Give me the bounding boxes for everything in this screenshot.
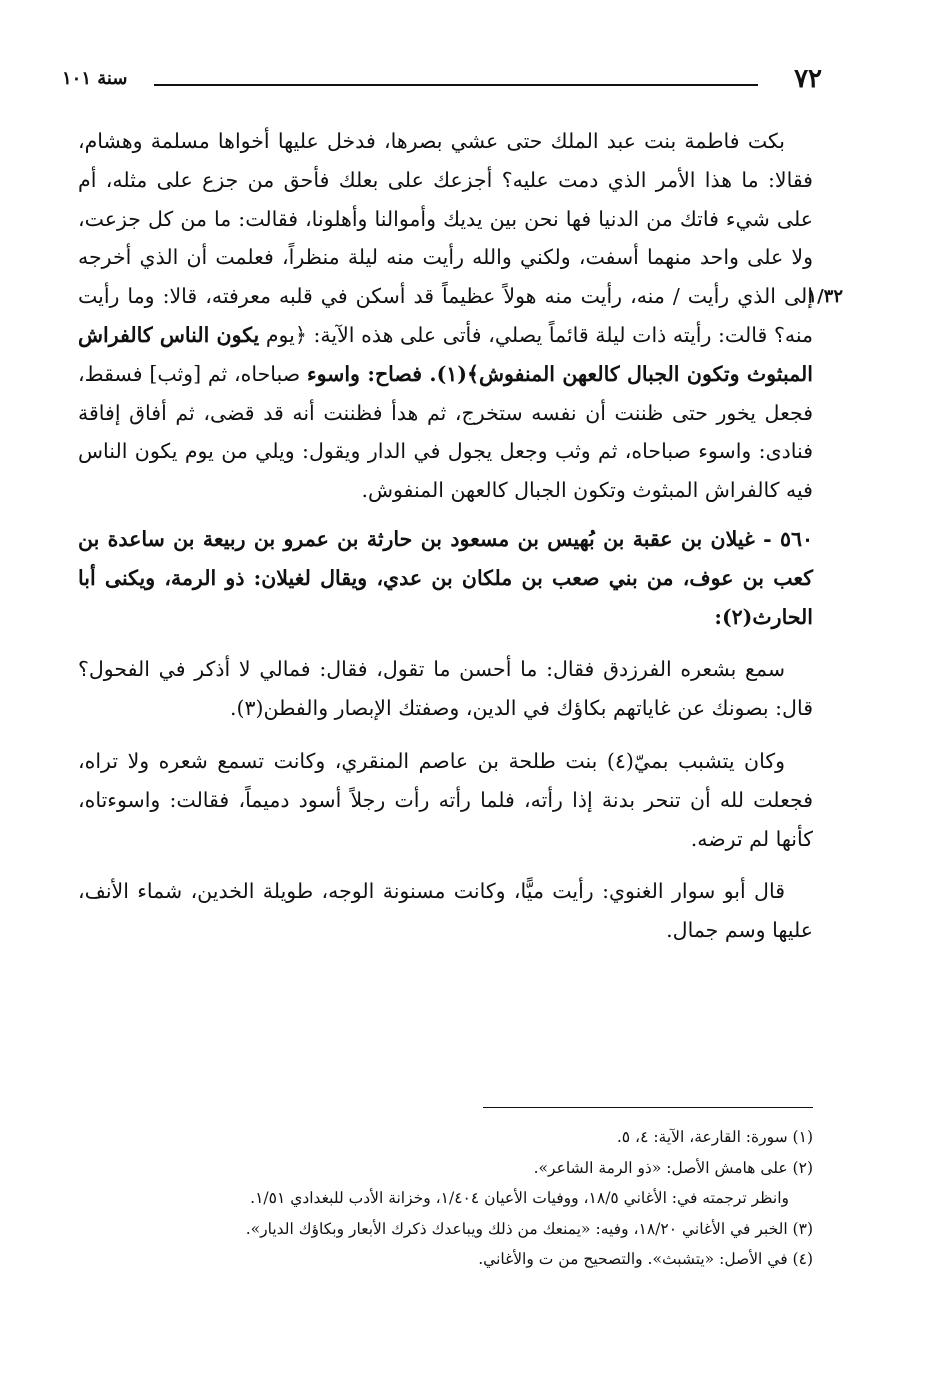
text-line: الأنف، عليها وسم جمال.	[78, 879, 813, 943]
footnotes	[78, 1122, 813, 1275]
text-line: فجعلت لله أن تنحر بدنة إذا رأته، فلما رأته رأت رجلاً أسود دميماً، فقالت: واسوءتاه،	[78, 787, 813, 812]
page-number: ٧٢	[794, 64, 822, 94]
margin-folio-note: ١/٣٢	[807, 286, 843, 307]
spacer	[78, 728, 813, 742]
text-line: بكت فاطمة بنت عبد الملك حتى عشي بصرها، فدخل عليها أخواها مسلمة	[150, 129, 785, 153]
footnote-continuation: وانظر ترجمته في: الأغاني ١٨/٥، ووفيات الأعيان ١/٤٠٤، وخزانة الأدب للبغدادي ١/٥١.	[250, 1189, 789, 1207]
paragraph-mayy	[78, 742, 813, 858]
footnote: (٣) الخبر في الأغاني ١٨/٢٠، وفيه: «يمنعك من ذلك ويباعدك ذكرك الأبعار وبكاؤك الديار».	[245, 1219, 813, 1238]
footnote: (٤) في الأصل: «يتشبث». والتصحيح من ت والأغاني.	[478, 1250, 813, 1268]
paragraph-farazdaq	[78, 650, 813, 728]
spacer	[78, 858, 813, 872]
text-line: مثله، أم على شيء فاتك من الدنيا فها نحن بين يديك وأموالنا وأهلونا، فقالت: ما من	[78, 167, 813, 231]
main-text	[78, 122, 843, 950]
text-line: وهشام، فقالا: ما هذا الأمر الذي دمت عليه؟ أجزعك على بعلك فأحق من جزع على	[78, 129, 813, 192]
text-line: قال أبو سوار الغنوي: رأيت ميًّا، وكانت مسنونة الوجه، طويلة الخدين، شماء	[137, 879, 785, 904]
page-header	[62, 62, 822, 102]
heading-line: كعب بن عوف، من بني صعب بن ملكان بن عدي، ويقال لغيلان: ذو الرمة، ويكنى	[104, 565, 814, 590]
text-line: أنه قد قضى، ثم أفاق إفاقة فنادى: واسوء صباحاه، ثم وثب وجعل يجول في الدار	[78, 400, 813, 464]
heading-line: أبا الحارث(٢):	[78, 565, 813, 629]
text-line: ويقول: ويلي من يوم يكون الناس فيه كالفراش المبثوث وتكون الجبال كالعهن	[78, 439, 813, 503]
spacer	[78, 510, 813, 520]
footnote: (٢) على هامش الأصل: «ذو الرمة الشاعر».	[533, 1158, 813, 1177]
footnote: (١) سورة: القارعة، الآية: ٤، ٥.	[616, 1128, 813, 1146]
text-line: كأنها لم ترضه.	[690, 826, 813, 851]
text-line: الفحول؟ قال: بصونك عن غاياتهم بكاؤك في الدين، وصفتك الإبصار والفطن(٣).	[78, 657, 813, 721]
text-line: كل جزعت، ولا على واحد منهما أسفت، ولكني والله رأيت منه ليلة منظراً، فعلمت أن	[78, 206, 814, 270]
heading-line: ٥٦٠ - غيلان بن عقبة بن بُهيس بن مسعود بن حارثة بن عمرو بن ربيعة بن ساعدة بن	[78, 526, 813, 551]
paragraph-fatima	[78, 122, 843, 510]
text-line: الذي أخرجه إلى الذي رأيت / منه، رأيت منه هولاً عظيماً قد أسكن في قلبه معرفته،	[78, 245, 813, 309]
quran-verse-line: يكون الناس كالفراش المبثوث وتكون الجبال كالعهن المنفوش﴾(١). فصاح: واسوء	[78, 322, 813, 386]
text-line: المنفوش.	[361, 478, 444, 503]
text-line: سمع بشعره الفرزدق فقال: ما أحسن ما تقول، فقال: فمالي لا أذكر في	[158, 657, 785, 682]
text-line: وكان يتشبب بميّ(٤) بنت طلحة بن عاصم المنقري، وكانت تسمع شعره ولا تراه،	[78, 748, 785, 773]
paragraph-abu-sawwar	[78, 872, 813, 950]
text-line: صباحاه، ثم [وثب] فسقط، فجعل يخور حتى ظننت أن نفسه ستخرج، ثم هدأ فظننت	[78, 361, 813, 425]
text-line: قالا: وما رأيت منه؟ قالت: رأيته ذات ليلة قائماً يصلي، فأتى على هذه الآية: ﴿يوم	[78, 284, 813, 347]
footnote-separator	[483, 1107, 813, 1108]
entry-heading-ghaylan	[78, 520, 813, 636]
header-rule	[154, 84, 758, 86]
spacer	[78, 636, 813, 650]
running-title: سنة ١٠١	[62, 68, 128, 89]
